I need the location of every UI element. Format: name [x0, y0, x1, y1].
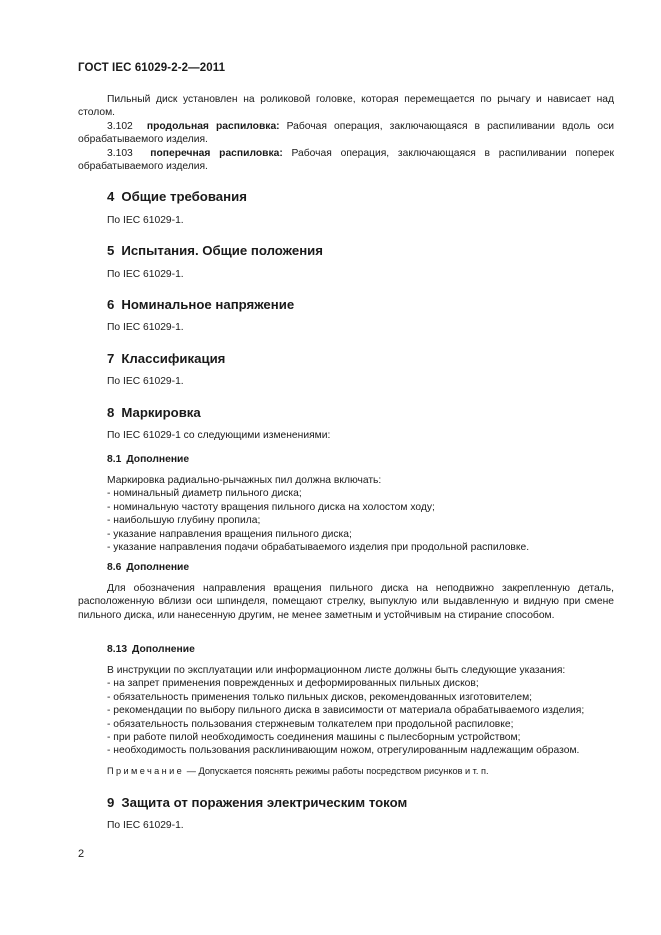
subsection-number: 8.1: [107, 454, 122, 465]
section-heading-4: [107, 189, 247, 204]
subsection-number: 8.13: [107, 644, 128, 655]
section-number: 4: [107, 189, 115, 204]
section-number: 6: [107, 297, 115, 312]
section-text-5: По IEC 61029-1.: [107, 269, 184, 280]
list-item: - номинальную частоту вращения пильного диска на холостом ходу;: [107, 501, 435, 513]
term-name: поперечная распиловка:: [150, 148, 283, 159]
list-item: - обязательность применения только пильных дисков, рекомендованных изготовителем;: [107, 691, 533, 703]
marking-list: [107, 474, 617, 554]
list-lead: В инструкции по эксплуатации или информационном листе должны быть следующие указания:: [107, 665, 566, 676]
note-text: — Допускается пояснять режимы работы посредством рисунков и т. п.: [186, 766, 489, 776]
section-title: Испытания. Общие положения: [121, 243, 323, 258]
term-number: 3.102: [107, 121, 133, 132]
term-name: продольная распиловка:: [146, 121, 280, 132]
section-title: Защита от поражения электрическим током: [121, 795, 408, 810]
document-header: ГОСТ IEC 61029-2-2—2011: [78, 62, 226, 74]
term-3-102: [78, 120, 614, 147]
section-number: 8: [107, 405, 115, 420]
section-text-6: По IEC 61029-1.: [107, 322, 184, 333]
section-text-7: По IEC 61029-1.: [107, 376, 184, 387]
subsection-heading-8-6: [107, 562, 189, 573]
section-title: Классификация: [121, 351, 226, 366]
subsection-title: Дополнение: [126, 562, 190, 573]
section-heading-7: [107, 351, 225, 366]
section-title: Номинальное напряжение: [121, 297, 295, 312]
instructions-list: [107, 664, 617, 758]
section-number: 7: [107, 351, 115, 366]
section-title: Маркировка: [121, 405, 201, 420]
list-item: - указание направления подачи обрабатываемого изделия при продольной распиловке.: [107, 542, 530, 554]
note: [107, 766, 489, 776]
term-3-103: [78, 147, 614, 174]
section-text-8: По IEC 61029-1 со следующими изменениями:: [107, 430, 331, 441]
list-item: - наибольшую глубину пропила;: [107, 515, 261, 527]
subsection-title: Дополнение: [132, 644, 195, 655]
subsection-text-8-6: Для обозначения направления вращения пильного диска на неподвижно закрепленную деталь, расположенную вблизи оси шпинделя, помещают стрелку, выпуклую или выдавленную и видную при смене пильного диска, или нанесенную другим, не менее заметным и устойчивым на стирание способом.: [78, 583, 614, 621]
section-heading-9: [107, 795, 407, 810]
page-number: 2: [78, 848, 85, 860]
list-item: - при работе пилой необходимость соединения машины с пылесборным устройством;: [107, 732, 521, 744]
subsection-number: 8.6: [107, 562, 122, 573]
section-number: 5: [107, 243, 115, 258]
intro-paragraph: Пильный диск установлен на роликовой головке, которая перемещается по рычагу и нависает над столом.: [78, 94, 614, 119]
section-number: 9: [107, 795, 115, 810]
list-item: - необходимость пользования расклинивающим ножом, отрегулированным надлежащим образом.: [107, 745, 580, 757]
section-title: Общие требования: [121, 189, 247, 204]
section-heading-6: [107, 297, 294, 312]
subsection-heading-8-1: [107, 454, 189, 465]
term-definition: Рабочая операция, заключающаяся в распиливании поперек обрабатываемого изделия.: [78, 148, 614, 173]
list-item: - номинальный диаметр пильного диска;: [107, 488, 302, 500]
section-heading-8: [107, 405, 201, 420]
list-item: - на запрет применения поврежденных и деформированных пильных дисков;: [107, 678, 479, 690]
note-label: Примечание: [107, 766, 185, 776]
list-item: - рекомендации по выбору пильного диска в зависимости от материала обрабатываемого изделия;: [107, 705, 585, 717]
subsection-title: Дополнение: [126, 454, 190, 465]
list-lead: Маркировка радиально-рычажных пил должна включать:: [107, 475, 382, 486]
section-heading-5: [107, 243, 323, 258]
section-text-9: По IEC 61029-1.: [107, 820, 184, 831]
term-definition: Рабочая операция, заключающаяся в распиливании вдоль оси обрабатываемого изделия.: [78, 121, 614, 146]
term-number: 3.103: [107, 148, 133, 159]
list-item: - указание направления вращения пильного диска;: [107, 528, 352, 540]
subsection-heading-8-13: [107, 644, 195, 655]
section-text-4: По IEC 61029-1.: [107, 215, 184, 226]
list-item: - обязательность пользования стержневым толкателем при продольной распиловке;: [107, 718, 514, 730]
